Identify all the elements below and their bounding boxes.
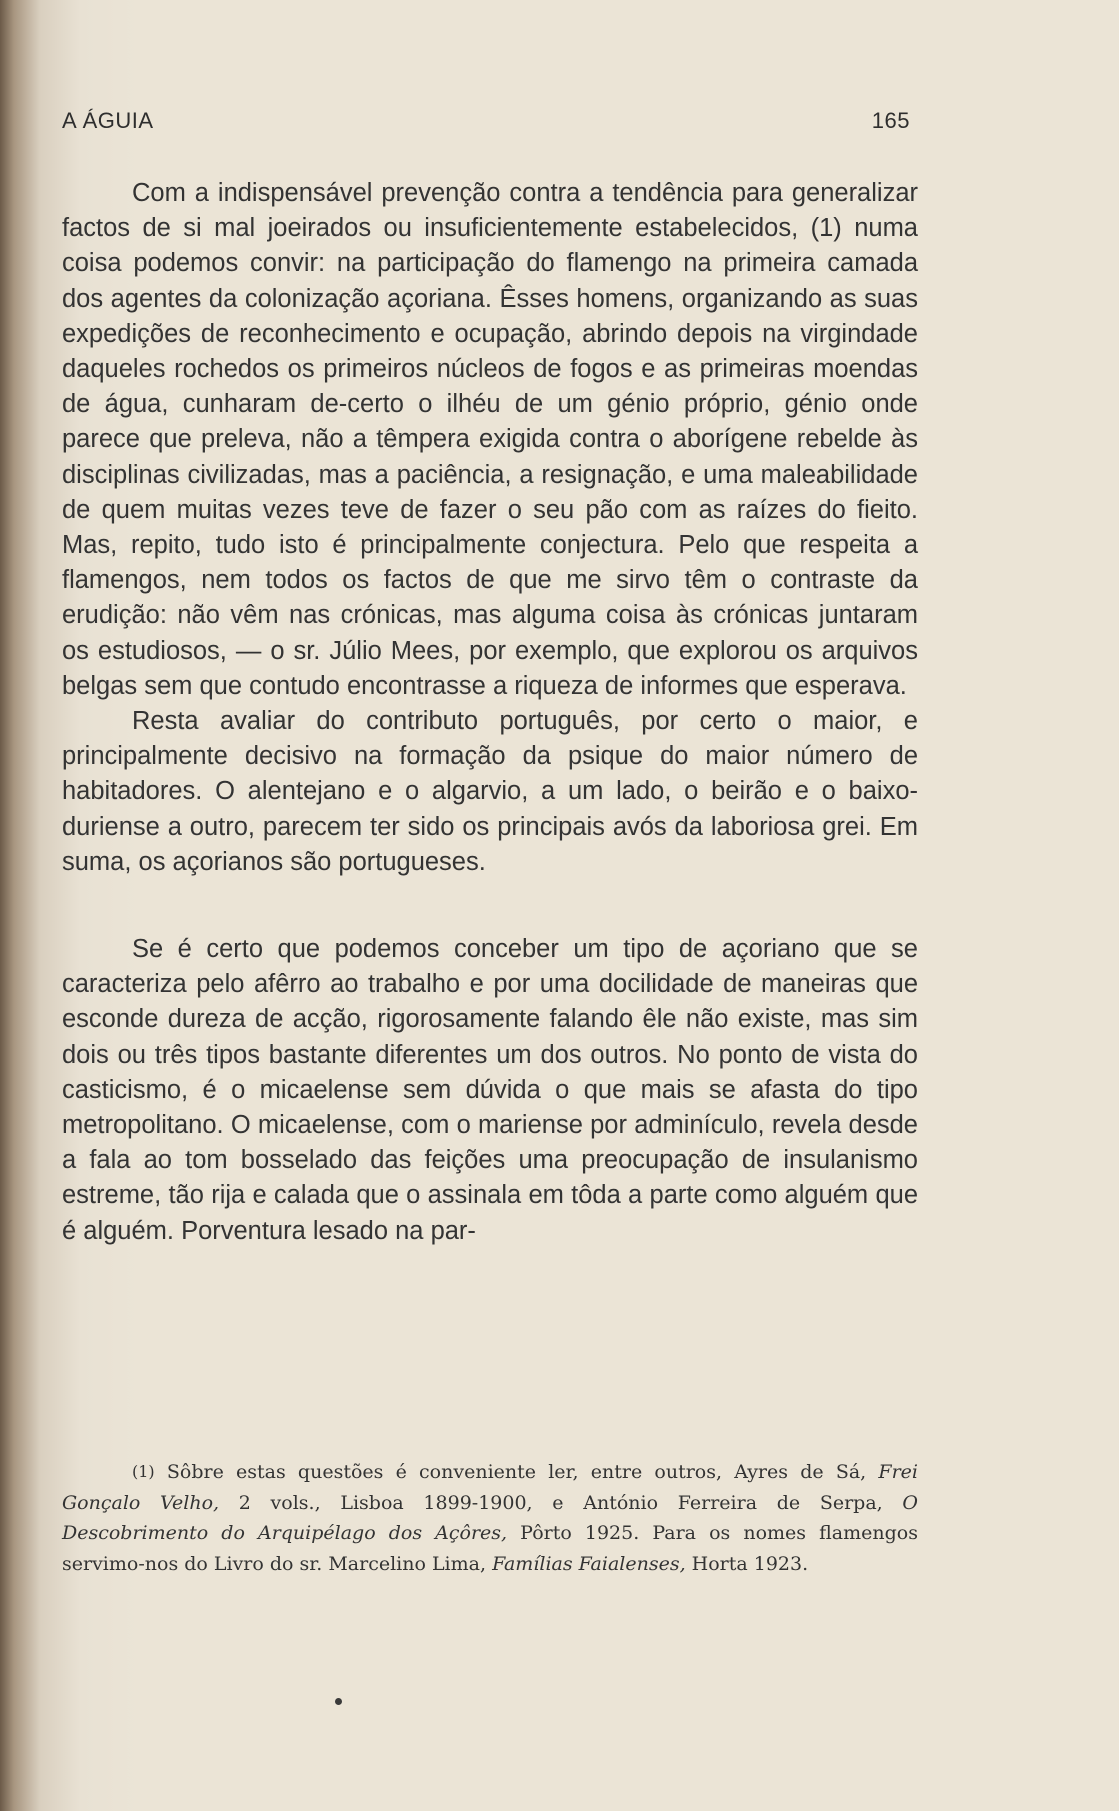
paragraph-2: Resta avaliar do contributo português, por certo o maior, e principalmente decisivo na formação da psique do maior número de habitadores. O alentejano e o algarvio, a um lado, o beirão e o baixo-duriense a outro, parecem ter sido os principais avós da laboriosa grei. Em suma, os açorianos são portugueses. <box>62 707 918 876</box>
running-title: A ÁGUIA <box>62 108 154 133</box>
footnote <box>62 1457 918 1579</box>
footnote-title-3: Famílias Faialenses, <box>492 1552 686 1575</box>
footnote-title-1: Frei Gonçalo Velho, <box>62 1461 918 1514</box>
footnote-text-1: Sôbre estas questões é conveniente ler, entre outros, Ayres de Sá, <box>154 1461 879 1483</box>
body-text <box>62 176 918 1249</box>
page-header <box>62 108 910 134</box>
ink-speck <box>335 1698 342 1705</box>
footnote-title-2: O Descobrimento do Arquipélago dos Açôres, <box>62 1491 918 1544</box>
paragraph-3: Se é certo que podemos conceber um tipo de açoriano que se caracteriza pelo afêrro ao trabalho e por uma docilidade de maneiras que esconde dureza de acção, rigorosamente falando êle não existe, mas sim dois ou três tipos bastante diferentes um dos outros. No ponto de vista do casticismo, é o micaelense sem dúvida o que mais se afasta do tipo metropolitano. O micaelense, com o mariense por adminículo, revela desde a fala ao tom bosselado das feições uma preocupação de insulanismo estreme, tão rija e calada que o assinala em tôda a parte como alguém que é alguém. Porventura lesado na par- <box>62 935 918 1245</box>
footnote-text-3: Pôrto 1925. Para os nomes flamengos servimo-nos do Livro do sr. Marcelino Lima, <box>62 1522 918 1575</box>
footnote-marker: (1) <box>132 1462 155 1481</box>
paragraph-1: Com a indispensável prevenção contra a tendência para generalizar factos de si mal joeirados ou insuficientemente estabelecidos, (1) numa coisa podemos convir: na participação do flamengo na primeira camada dos agentes da colonização açoriana. Êsses homens, organizando as suas expedições de reconhecimento e ocupação, abrindo depois na virgindade daqueles rochedos os primeiros núcleos de fogos e as primeiras moendas de água, cunharam de-certo o ilhéu de um génio próprio, génio onde parece que preleva, não a têmpera exigida contra o aborígene rebelde às disciplinas civilizadas, mas a paciência, a resignação, e uma maleabilidade de quem muitas vezes teve de fazer o seu pão com as raízes do fieito. Mas, repito, tudo isto é principalmente conjectura. Pelo que respeita a flamengos, nem todos os factos de que me sirvo têm o contraste da erudição: não vêm nas crónicas, mas alguma coisa às crónicas juntaram os estudiosos, — o sr. Júlio Mees, por exemplo, que explorou os arquivos belgas sem que contudo encontrasse a riqueza de informes que esperava. <box>62 179 918 700</box>
page-number: 165 <box>871 108 910 133</box>
footnote-paragraph <box>62 1457 918 1579</box>
footnote-text-2: 2 vols., Lisboa 1899-1900, e António Ferreira de Serpa, <box>219 1491 903 1514</box>
footnote-text-4: Horta 1923. <box>685 1552 809 1575</box>
